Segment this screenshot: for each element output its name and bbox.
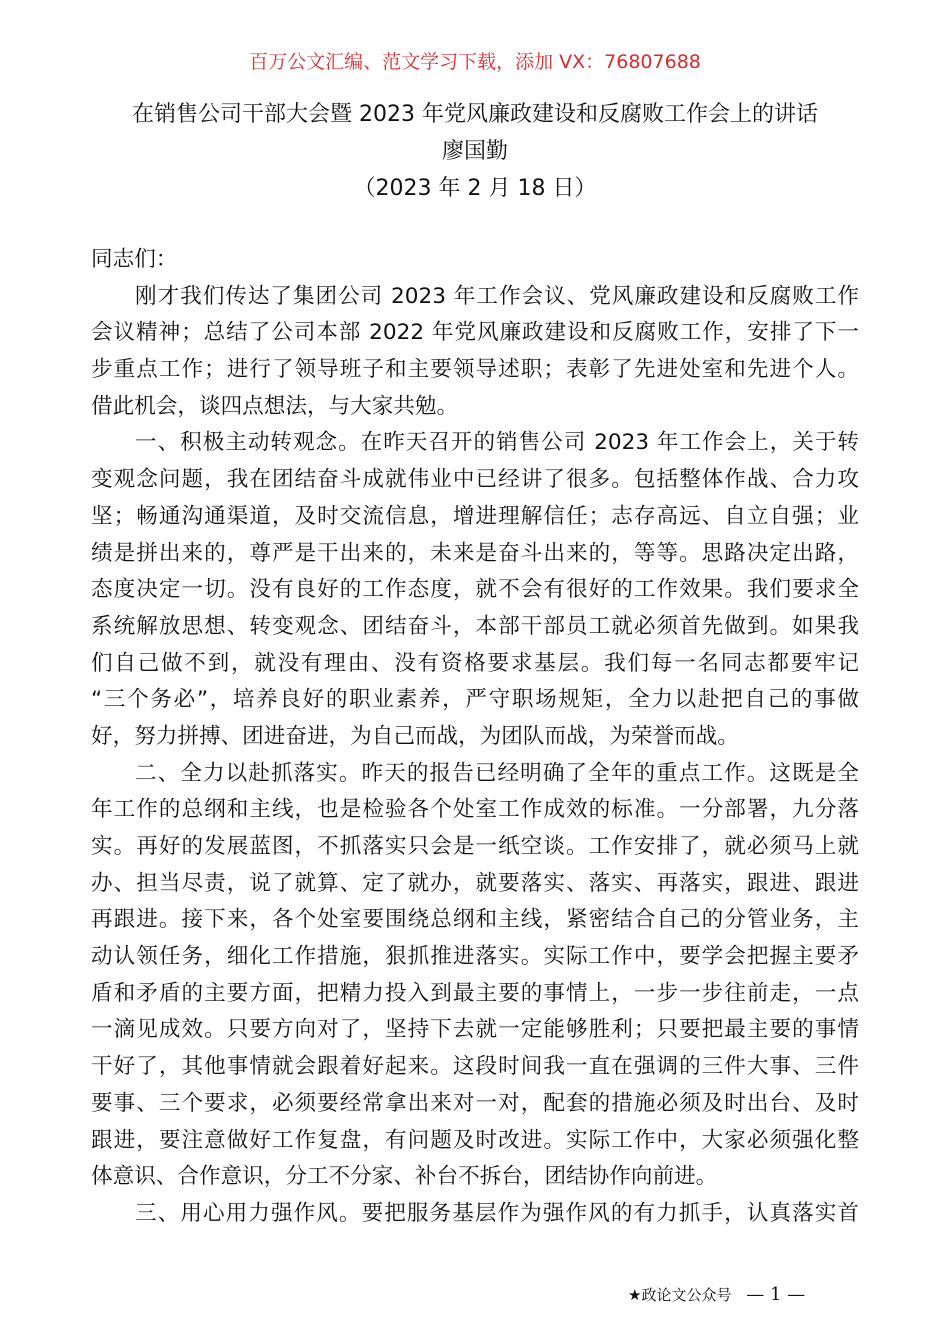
text-line: 借此机会，谈四点想法，与大家共勉。 (91, 393, 459, 419)
text-line: 要事、三个要求，必须要经常拿出来对一对，配套的措施必须及时出台、及时 (91, 1090, 859, 1116)
text-line: 年工作的总纲和主线，也是检验各个处室工作成效的标准。一分部署，九分落 (91, 797, 859, 823)
text-line: 一、积极主动转观念。在昨天召开的销售公司 2023 年工作会上，关于转 (135, 430, 859, 456)
text-line: 再跟进。接下来，各个处室要围绕总纲和主线，紧密结合自己的分管业务，主 (91, 907, 859, 933)
paragraph (91, 756, 859, 1196)
text-line: 干好了，其他事情就会跟着好起来。这段时间我一直在强调的三件大事、三件 (91, 1054, 859, 1080)
text-line: 坚；畅通沟通渠道，及时交流信息，增进理解信任；志存高远、自立自强；业 (91, 503, 859, 529)
text-line: 绩是拼出来的，尊严是干出来的，未来是奋斗出来的，等等。思路决定出路， (91, 540, 859, 566)
text-line: 系统解放思想、转变观念、团结奋斗，本部干部员工就必须首先做到。如果我 (91, 613, 859, 639)
paragraph (91, 425, 859, 755)
text-line: 实。再好的发展蓝图，不抓落实只会是一纸空谈。工作安排了，就必须马上就 (91, 834, 859, 859)
text-line: 办、担当尽责，说了就算、定了就办，就要落实、落实、再落实，跟进、跟进 (91, 870, 859, 896)
speech-author: 廖国勤 (441, 139, 508, 164)
text-line: 三、用心用力强作风。要把服务基层作为强作风的有力抓手，认真落实首 (135, 1200, 859, 1226)
text-line: 跟进，要注意做好工作复盘，有问题及时改进。实际工作中，大家必须强化整 (91, 1127, 859, 1153)
page-footer (628, 1284, 805, 1305)
speech-title: 在销售公司干部大会暨 2023 年党风廉政建设和反腐败工作会上的讲话 (132, 102, 818, 127)
page-number: — 1 — (746, 1284, 806, 1305)
text-line: 好，努力拼搏、团进奋进，为自己而战，为团队而战，为荣誉而战。 (91, 723, 739, 749)
text-line: 体意识、合作意识，分工不分家、补台不拆台，团结协作向前进。 (91, 1164, 718, 1190)
speech-date: （2023 年 2 月 18 日） (353, 176, 597, 201)
text-line: 动认领任务，细化工作措施，狠抓推进落实。实际工作中，要学会把握主要矛 (91, 944, 859, 970)
text-line: 二、全力以赴抓落实。昨天的报告已经明确了全年的重点工作。这既是全 (135, 760, 859, 786)
watermark-banner: 百万公文汇编、范文学习下载，添加 VX：76807688 (249, 51, 701, 73)
text-line: 一滴见成效。只要方向对了，坚持下去就一定能够胜利；只要把最主要的事情 (91, 1017, 859, 1043)
text-line: 盾和矛盾的主要方面，把精力投入到最主要的事情上，一步一步往前走，一点 (91, 980, 859, 1006)
text-line: 刚才我们传达了集团公司 2023 年工作会议、党风廉政建设和反腐败工作 (135, 283, 859, 309)
speech-body (91, 242, 859, 1233)
text-line: 步重点工作；进行了领导班子和主要领导述职；表彰了先进处室和先进个人。 (91, 357, 859, 383)
text-line: 们自己做不到，就没有理由、没有资格要求基层。我们每一名同志都要牢记 (91, 650, 859, 676)
text-line: 会议精神；总结了公司本部 2022 年党风廉政建设和反腐败工作，安排了下一 (91, 320, 859, 346)
paragraph (91, 279, 859, 426)
salutation: 同志们： (91, 247, 178, 272)
text-line: 变观念问题，我在团结奋斗成就伟业中已经讲了很多。包括整体作战、合力攻 (91, 467, 859, 493)
footer-source: ★政论文公众号 (628, 1286, 732, 1304)
text-line: “三个务必”，培养良好的职业素养，严守职场规矩，全力以赴把自己的事做 (91, 687, 859, 713)
paragraph (91, 1196, 859, 1233)
text-line: 态度决定一切。没有良好的工作态度，就不会有很好的工作效果。我们要求全 (91, 577, 859, 603)
page-number-value: 1 (769, 1284, 782, 1305)
